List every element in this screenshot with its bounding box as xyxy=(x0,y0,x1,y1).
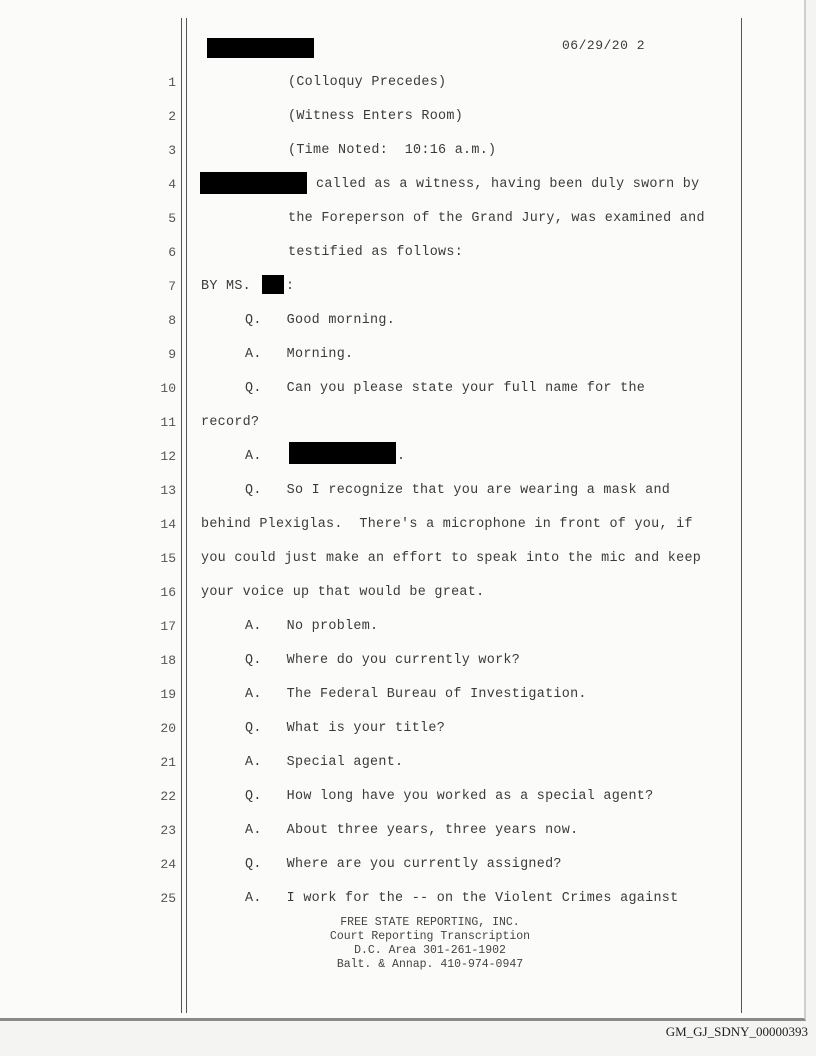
line-number: 21 xyxy=(160,755,176,770)
transcript-line: A. Morning. xyxy=(245,347,354,362)
transcript-line: Q. How long have you worked as a special agent? xyxy=(245,789,654,804)
line-number: 25 xyxy=(160,891,176,906)
transcript-line: Q. What is your title? xyxy=(245,721,446,736)
line-number: 9 xyxy=(168,347,176,362)
footer-company: FREE STATE REPORTING, INC. xyxy=(340,916,520,929)
redaction-witness-name xyxy=(200,172,307,194)
footer-phone-balt: Balt. & Annap. 410-974-0947 xyxy=(336,958,524,971)
line-number: 16 xyxy=(160,585,176,600)
line-number: 6 xyxy=(168,245,176,260)
line-number: 5 xyxy=(168,211,176,226)
transcript-line: A. No problem. xyxy=(245,619,379,634)
transcript-line: BY MS. xyxy=(201,279,252,294)
transcript-line: called as a witness, having been duly sworn by xyxy=(316,177,700,192)
transcript-line: A. About three years, three years now. xyxy=(245,823,579,838)
margin-rule-left-1 xyxy=(181,18,182,1013)
line-number: 8 xyxy=(168,313,176,328)
line-number: 4 xyxy=(168,177,176,192)
line-number: 2 xyxy=(168,109,176,124)
transcript-line: A. Special agent. xyxy=(245,755,404,770)
transcript-line: A. xyxy=(245,449,262,464)
transcript-line: Q. Where do you currently work? xyxy=(245,653,521,668)
transcript-line-suffix: : xyxy=(286,279,295,294)
transcript-line: record? xyxy=(201,415,260,430)
line-number: 3 xyxy=(168,143,176,158)
line-number: 12 xyxy=(160,449,176,464)
line-number: 13 xyxy=(160,483,176,498)
margin-rule-right xyxy=(741,18,742,1013)
transcript-line: testified as follows: xyxy=(288,245,464,260)
header-date-page: 06/29/20 2 xyxy=(562,38,646,53)
line-number: 11 xyxy=(160,415,176,430)
redaction-examiner-name xyxy=(262,275,284,294)
line-number: 10 xyxy=(160,381,176,396)
transcript-line: you could just make an effort to speak into the mic and keep xyxy=(201,551,702,566)
transcript-line: Q. Where are you currently assigned? xyxy=(245,857,562,872)
line-number: 22 xyxy=(160,789,176,804)
bates-number: GM_GJ_SDNY_00000393 xyxy=(665,1024,808,1039)
line-number: 24 xyxy=(160,857,176,872)
transcript-line: Q. So I recognize that you are wearing a mask and xyxy=(245,483,671,498)
line-number: 17 xyxy=(160,619,176,634)
line-number: 23 xyxy=(160,823,176,838)
transcript-line: your voice up that would be great. xyxy=(201,585,485,600)
line-number: 20 xyxy=(160,721,176,736)
line-number: 18 xyxy=(160,653,176,668)
margin-rule-left-2 xyxy=(186,18,187,1013)
line-number: 15 xyxy=(160,551,176,566)
reporter-footer xyxy=(280,916,580,972)
transcript-line: (Time Noted: 10:16 a.m.) xyxy=(288,143,497,158)
transcript-line: the Foreperson of the Grand Jury, was examined and xyxy=(288,211,705,226)
redaction-header xyxy=(207,38,314,58)
footer-service: Court Reporting Transcription xyxy=(329,930,531,943)
transcript-line: Q. Can you please state your full name for the xyxy=(245,381,646,396)
line-number: 14 xyxy=(160,517,176,532)
transcript-line: A. I work for the -- on the Violent Crimes against xyxy=(245,891,679,906)
transcript-line: (Colloquy Precedes) xyxy=(288,75,447,90)
transcript-line: (Witness Enters Room) xyxy=(288,109,464,124)
transcript-line: behind Plexiglas. There's a microphone in front of you, if xyxy=(201,517,693,532)
redaction-full-name xyxy=(289,442,396,464)
line-number: 19 xyxy=(160,687,176,702)
line-number: 1 xyxy=(168,75,176,90)
transcript-line-suffix: . xyxy=(397,449,406,464)
footer-phone-dc: D.C. Area 301-261-1902 xyxy=(354,944,506,957)
transcript-line: Q. Good morning. xyxy=(245,313,396,328)
line-number: 7 xyxy=(168,279,176,294)
transcript-line: A. The Federal Bureau of Investigation. xyxy=(245,687,587,702)
